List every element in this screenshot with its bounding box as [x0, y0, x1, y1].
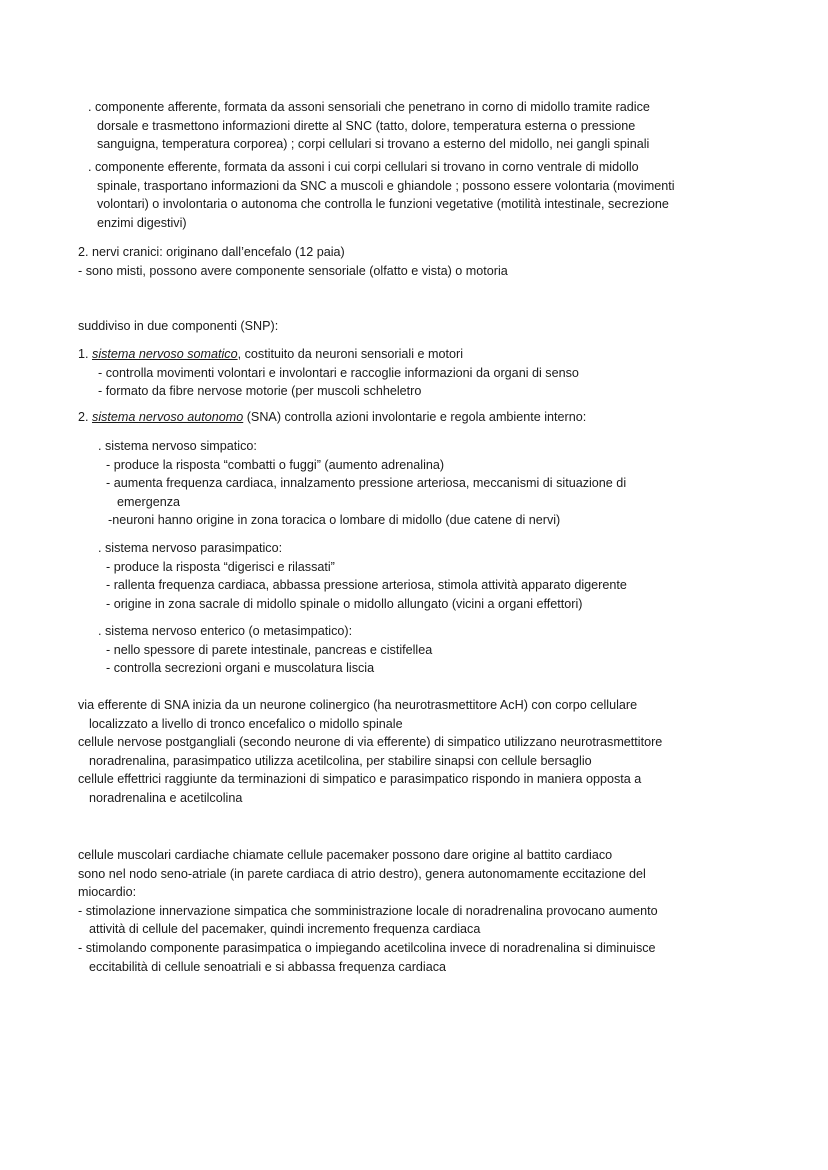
- text-line: localizzato a livello di tronco encefalico o midollo spinale: [89, 716, 403, 731]
- text-line: - controlla secrezioni organi e muscolatura liscia: [106, 661, 375, 676]
- text-line: -neuroni hanno origine in zona toracica o lombare di midollo (due catene di nervi): [108, 513, 561, 528]
- text-line: miocardio:: [78, 885, 137, 900]
- somatic-term: sistema nervoso somatico: [92, 347, 238, 361]
- text-line: - sono misti, possono avere componente sensoriale (olfatto e vista) o motoria: [78, 263, 508, 278]
- text-line: spinale, trasportano informazioni da SNC a muscoli e ghiandole ; possono essere volontaria (movimenti: [97, 178, 675, 193]
- heading-rest: (SNA) controlla azioni involontarie e regola ambiente interno:: [243, 410, 587, 424]
- afferent-component-block: [88, 98, 778, 154]
- text-line: suddiviso in due componenti (SNP):: [78, 319, 279, 333]
- text-line: dorsale e trasmettono informazioni dirette al SNC (tatto, dolore, temperatura esterna o pressione: [97, 118, 636, 133]
- text-line: noradrenalina, parasimpatico utilizza acetilcolina, per stabilire sinapsi con cellule bersaglio: [89, 753, 592, 768]
- text-line: - controlla movimenti volontari e involontari e raccoglie informazioni da organi di senso: [98, 365, 579, 380]
- text-line: 2. nervi cranici: originano dall’encefalo (12 paia): [78, 245, 345, 259]
- cardiac-pacemaker-block: [78, 846, 768, 976]
- text-line: - stimolando componente parasimpatica o impiegando acetilcolina invece di noradrenalina si diminuisce: [78, 940, 656, 955]
- heading-rest: , costituito da neuroni sensoriali e motori: [237, 347, 464, 361]
- efferent-component-block: [88, 158, 778, 232]
- text-line: cellule muscolari cardiache chiamate cellule pacemaker possono dare origine al battito cardiaco: [78, 848, 613, 862]
- text-line: sono nel nodo seno-atriale (in parete cardiaca di atrio destro), genera autonomamente eccitazione del: [78, 866, 646, 881]
- autonomic-system-heading: [78, 408, 768, 427]
- text-line: sanguigna, temperatura corporea) ; corpi cellulari si trovano a esterno del midollo, nei gangli spinali: [97, 137, 650, 152]
- efferent-pathway-block: [78, 696, 768, 808]
- somatic-system-block: [78, 345, 768, 401]
- text-line: . sistema nervoso parasimpatico:: [98, 541, 283, 555]
- enteric-block: [98, 622, 788, 678]
- cranial-nerves-block: [78, 243, 768, 280]
- text-line: eccitabilità di cellule senoatriali e si abbassa frequenza cardiaca: [89, 959, 447, 974]
- sympathetic-block: [98, 437, 788, 530]
- text-line: - origine in zona sacrale di midollo spinale o midollo allungato (vicini a organi effettori): [106, 596, 583, 611]
- text-line: - nello spessore di parete intestinale, pancreas e cistifellea: [106, 642, 433, 657]
- text-line: . sistema nervoso enterico (o metasimpatico):: [98, 624, 353, 638]
- text-line: . sistema nervoso simpatico:: [98, 439, 257, 453]
- text-line: . componente afferente, formata da assoni sensoriali che penetrano in corno di midollo tramite radice: [88, 100, 650, 114]
- text-line: volontari) o involontaria o autonoma che controlla le funzioni vegetative (motilità intestinale, secrezione: [97, 197, 669, 212]
- text-line: - formato da fibre nervose motorie (per muscoli schheletro: [98, 384, 422, 399]
- text-line: emergenza: [117, 494, 181, 509]
- autonomic-term: sistema nervoso autonomo: [92, 410, 244, 424]
- list-number: 2.: [78, 410, 93, 424]
- text-line: noradrenalina e acetilcolina: [89, 790, 243, 805]
- somatic-heading: [78, 345, 768, 364]
- text-line: enzimi digestivi): [97, 215, 187, 230]
- list-number: 1.: [78, 347, 93, 361]
- text-line: - aumenta frequenza cardiaca, innalzamento pressione arteriosa, meccanismi di situazione di: [106, 476, 627, 491]
- text-line: cellule nervose postgangliali (secondo neurone di via efferente) di simpatico utilizzano neurotrasmettitore: [78, 735, 663, 750]
- text-line: . componente efferente, formata da assoni i cui corpi cellulari si trovano in corno ventrale di midollo: [88, 160, 639, 174]
- autonomic-heading: [78, 408, 768, 427]
- text-line: attività di cellule del pacemaker, quindi incremento frequenza cardiaca: [89, 922, 481, 937]
- text-line: - rallenta frequenza cardiaca, abbassa pressione arteriosa, stimola attività apparato digerente: [106, 578, 627, 593]
- parasympathetic-block: [98, 539, 788, 613]
- text-line: - stimolazione innervazione simpatica che somministrazione locale di noradrenalina provocano aumento: [78, 903, 658, 918]
- text-line: via efferente di SNA inizia da un neurone colinergico (ha neurotrasmettitore AcH) con corpo cellulare: [78, 698, 638, 712]
- text-line: - produce la risposta “digerisci e rilassati”: [106, 559, 335, 574]
- text-line: cellule effettrici raggiunte da terminazioni di simpatico e parasimpatico rispondo in maniera opposta a: [78, 772, 642, 787]
- text-line: - produce la risposta “combatti o fuggi” (aumento adrenalina): [106, 457, 445, 472]
- snp-intro: [78, 317, 768, 336]
